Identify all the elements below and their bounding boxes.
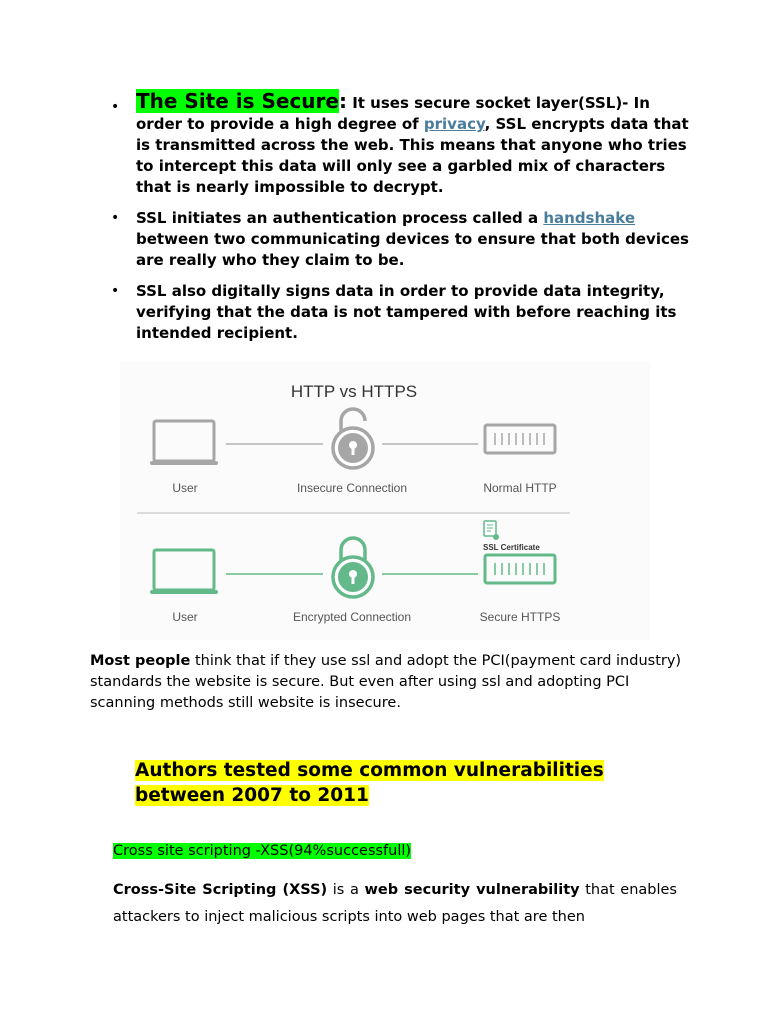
bullet-item-integrity [136, 281, 696, 344]
secure-https-label: Secure HTTPS [479, 610, 561, 624]
most-people-text: think that if they use ssl and adopt the PCI(payment card industry) standards the website is secure. But even after using ssl and adopting PCI scanning methods still website is insecure. [90, 653, 682, 711]
bullet-item-handshake [136, 208, 696, 271]
handshake-link[interactable]: handshake [543, 209, 636, 227]
ssl-encrypt-text: , SSL encrypts data that is transmitted across the web. This means that anyone who tries to intercept this data will only see a garbled mix of characters that is nearly impossible to decrypt. [136, 115, 689, 196]
xss-subheading-text: Cross site scripting -XSS(94%successfull) [113, 843, 412, 859]
section-heading-text: Authors tested some common vulnerabilities between 2007 to 2011 [135, 760, 604, 806]
most-people-lead: Most people [90, 653, 191, 669]
figure-background [120, 362, 650, 640]
xss-subheading [113, 842, 411, 860]
site-secure-heading: The Site is Secure [136, 89, 339, 113]
top-user-label: User [172, 481, 198, 495]
normal-http-label: Normal HTTP [483, 481, 557, 495]
ssl-intro-text: It uses secure socket layer(SSL)- In order to provide a high degree of [136, 94, 650, 133]
http-vs-https-figure [120, 362, 650, 640]
xss-text-a: is a [327, 882, 365, 898]
encrypted-connection-label: Encrypted Connection [292, 610, 412, 624]
ssl-certificate-label: SSL Certificate [483, 543, 540, 552]
figure-title: HTTP vs HTTPS [290, 382, 418, 401]
xss-text-b: that enables attackers to inject malicious scripts into web pages that are then [113, 882, 677, 925]
xss-bold-phrase: web security vulnerability [364, 882, 580, 898]
handshake-rest-text: between two communicating devices to ensure that both devices are really who they claim to be. [136, 230, 689, 269]
privacy-link[interactable]: privacy [423, 115, 485, 133]
integrity-text: SSL also digitally signs data in order to provide data integrity, verifying that the data is not tampered with before reaching its intended recipient. [136, 282, 677, 342]
xss-description [113, 877, 677, 931]
bullet-list [136, 91, 696, 354]
bottom-user-label: User [172, 610, 198, 624]
most-people-paragraph [90, 651, 690, 714]
heading-colon: : [338, 89, 347, 113]
section-heading [135, 758, 695, 808]
handshake-intro-text: SSL initiates an authentication process called a [136, 209, 544, 227]
xss-term: Cross-Site Scripting (XSS) [113, 882, 328, 898]
bullet-item-site-secure [136, 91, 696, 198]
insecure-connection-label: Insecure Connection [296, 481, 408, 495]
